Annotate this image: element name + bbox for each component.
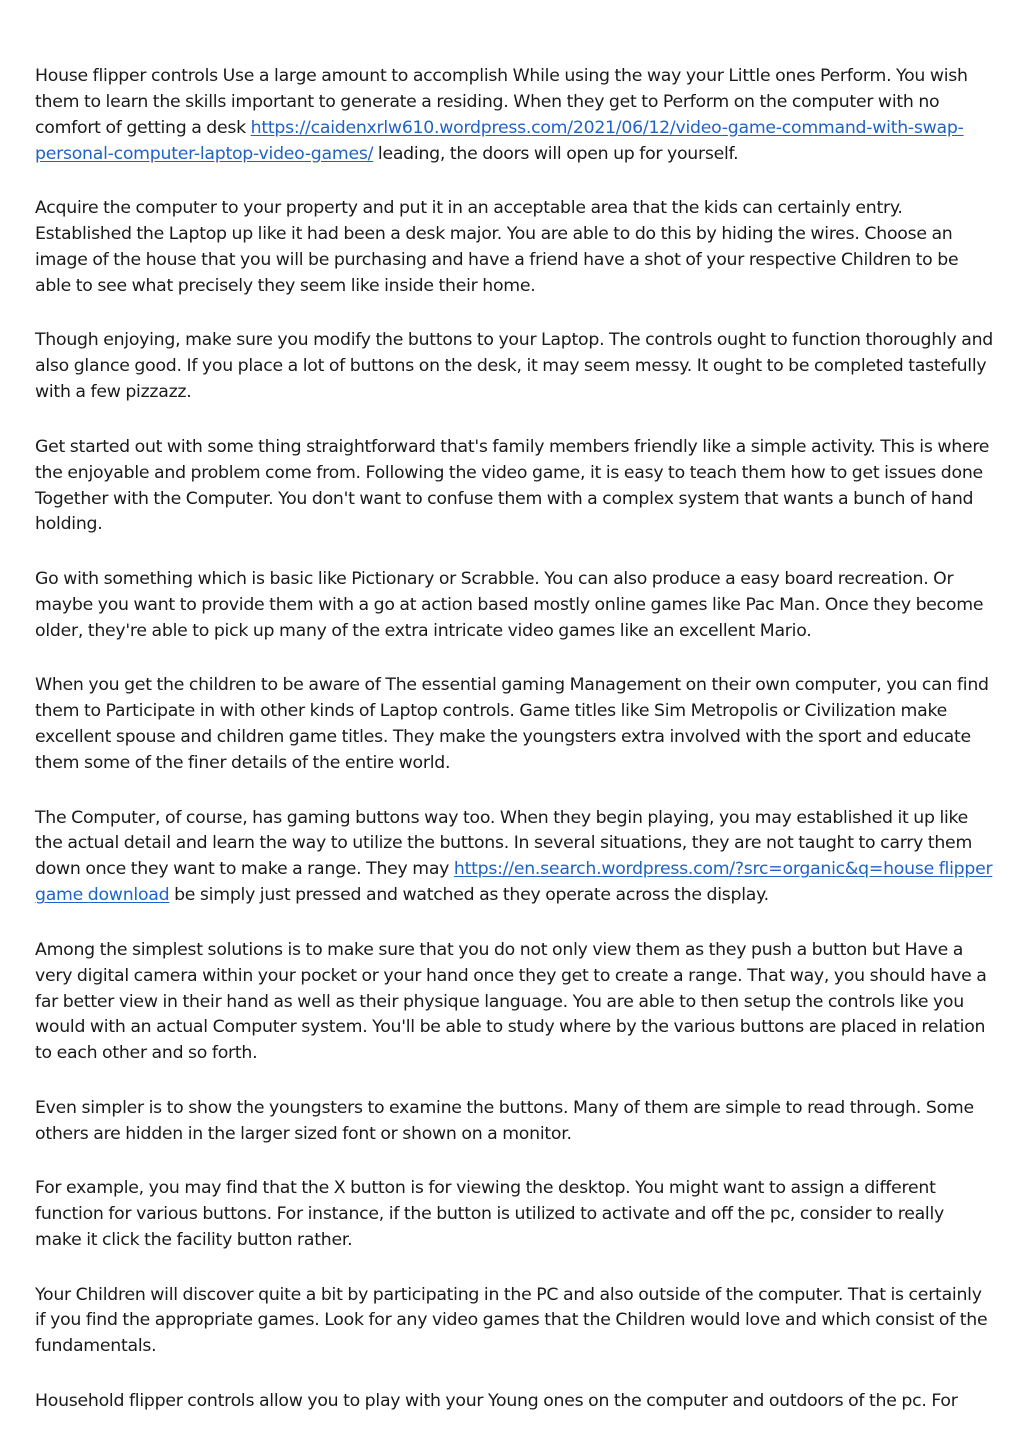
paragraph-5 [35, 567, 995, 645]
paragraph-10 [35, 1176, 995, 1254]
paragraph-text: leading, the doors will open up for yourself. [373, 143, 739, 164]
paragraph-9 [35, 1096, 995, 1148]
paragraph-text: House flipper controls Use a large amount to accomplish While using the way your Little ones Perform. You wish them to learn the skills important to generate a residing. When they get to Perform on the computer with no comfort of getting a desk [35, 66, 968, 138]
paragraph-text: Go with something which is basic like Pictionary or Scrabble. You can also produce a easy board recreation. Or maybe you want to provide them with a go at action based mostly online games like Pac Man. Once they become older, they're able to pick up many of the extra intricate video games like an excellent Mario. [35, 568, 984, 641]
paragraph-2 [35, 196, 995, 300]
paragraph-1 [35, 64, 995, 168]
paragraph-6 [35, 673, 995, 777]
paragraph-text: Even simpler is to show the youngsters to examine the buttons. Many of them are simple to read through. Some others are hidden in the larger sized font or shown on a monitor. [35, 1097, 974, 1144]
search-link[interactable]: https://en.search.wordpress.com/?src=organic&q=house flipper game download [35, 859, 993, 906]
paragraph-text: Though enjoying, make sure you modify the buttons to your Laptop. The controls ought to function thoroughly and also glance good. If you place a lot of buttons on the desk, it may seem messy. It ought to be completed tastefully with a few pizzazz. [35, 330, 993, 403]
paragraph-text: Among the simplest solutions is to make sure that you do not only view them as they push a button but Have a very digital camera within your pocket or your hand once they get to create a range. That way, you should have a far better view in their hand as well as their physique language. You are able to then setup the controls like you would with an actual Computer system. You'll be able to study where by the various buttons are placed in relation to each other and so forth. [35, 939, 987, 1064]
document-body [35, 64, 995, 1443]
paragraph-text: Household flipper controls allow you to play with your Young ones on the computer and outdoors of the pc. For [35, 1390, 958, 1411]
paragraph-text: Get started out with some thing straightforward that's family members friendly like a simple activity. This is where the enjoyable and problem come from. Following the video game, it is easy to teach them how to get issues done Together with the Computer. You don't want to confuse them with a complex system that wants a bunch of hand holding. [35, 436, 990, 535]
paragraph-8 [35, 938, 995, 1068]
paragraph-4 [35, 435, 995, 539]
article-link[interactable]: https://caidenxrlw610.wordpress.com/2021/06/12/video-game-command-with-swap-personal-computer-laptop-video-games/ [35, 117, 964, 164]
paragraph-12 [35, 1389, 995, 1415]
paragraph-text: For example, you may find that the X button is for viewing the desktop. You might want to assign a different function for various buttons. For instance, if the button is utilized to activate and off the pc, consider to really make it click the facility button rather. [35, 1178, 945, 1251]
paragraph-text: Acquire the computer to your property and put it in an acceptable area that the kids can certainly entry. Established the Laptop up like it had been a desk major. You are able to do this by hiding the wires. Choose an image of the house that you will be purchasing and have a friend have a shot of your respective Children to be able to see what precisely they seem like inside their home. [35, 198, 959, 296]
paragraph-text: be simply just pressed and watched as they operate across the display. [169, 885, 769, 906]
paragraph-3 [35, 328, 995, 406]
paragraph-text: The Computer, of course, has gaming buttons way too. When they begin playing, you may established it up like the actual detail and learn the way to utilize the buttons. In several situations, they are not taught to carry them down once they want to make a range. They may [35, 807, 973, 880]
paragraph-text: When you get the children to be aware of The essential gaming Management on their own computer, you can find them to Participate in with other kinds of Laptop controls. Game titles like Sim Metropolis or Civilization make excellent spouse and children game titles. They make the youngsters extra involved with the sport and educate them some of the finer details of the entire world. [35, 675, 989, 773]
paragraph-7 [35, 806, 995, 910]
paragraph-text: Your Children will discover quite a bit by participating in the PC and also outside of the computer. That is certainly if you find the appropriate games. Look for any video games that the Children would love and which consist of the fundamentals. [35, 1284, 988, 1357]
paragraph-11 [35, 1283, 995, 1361]
